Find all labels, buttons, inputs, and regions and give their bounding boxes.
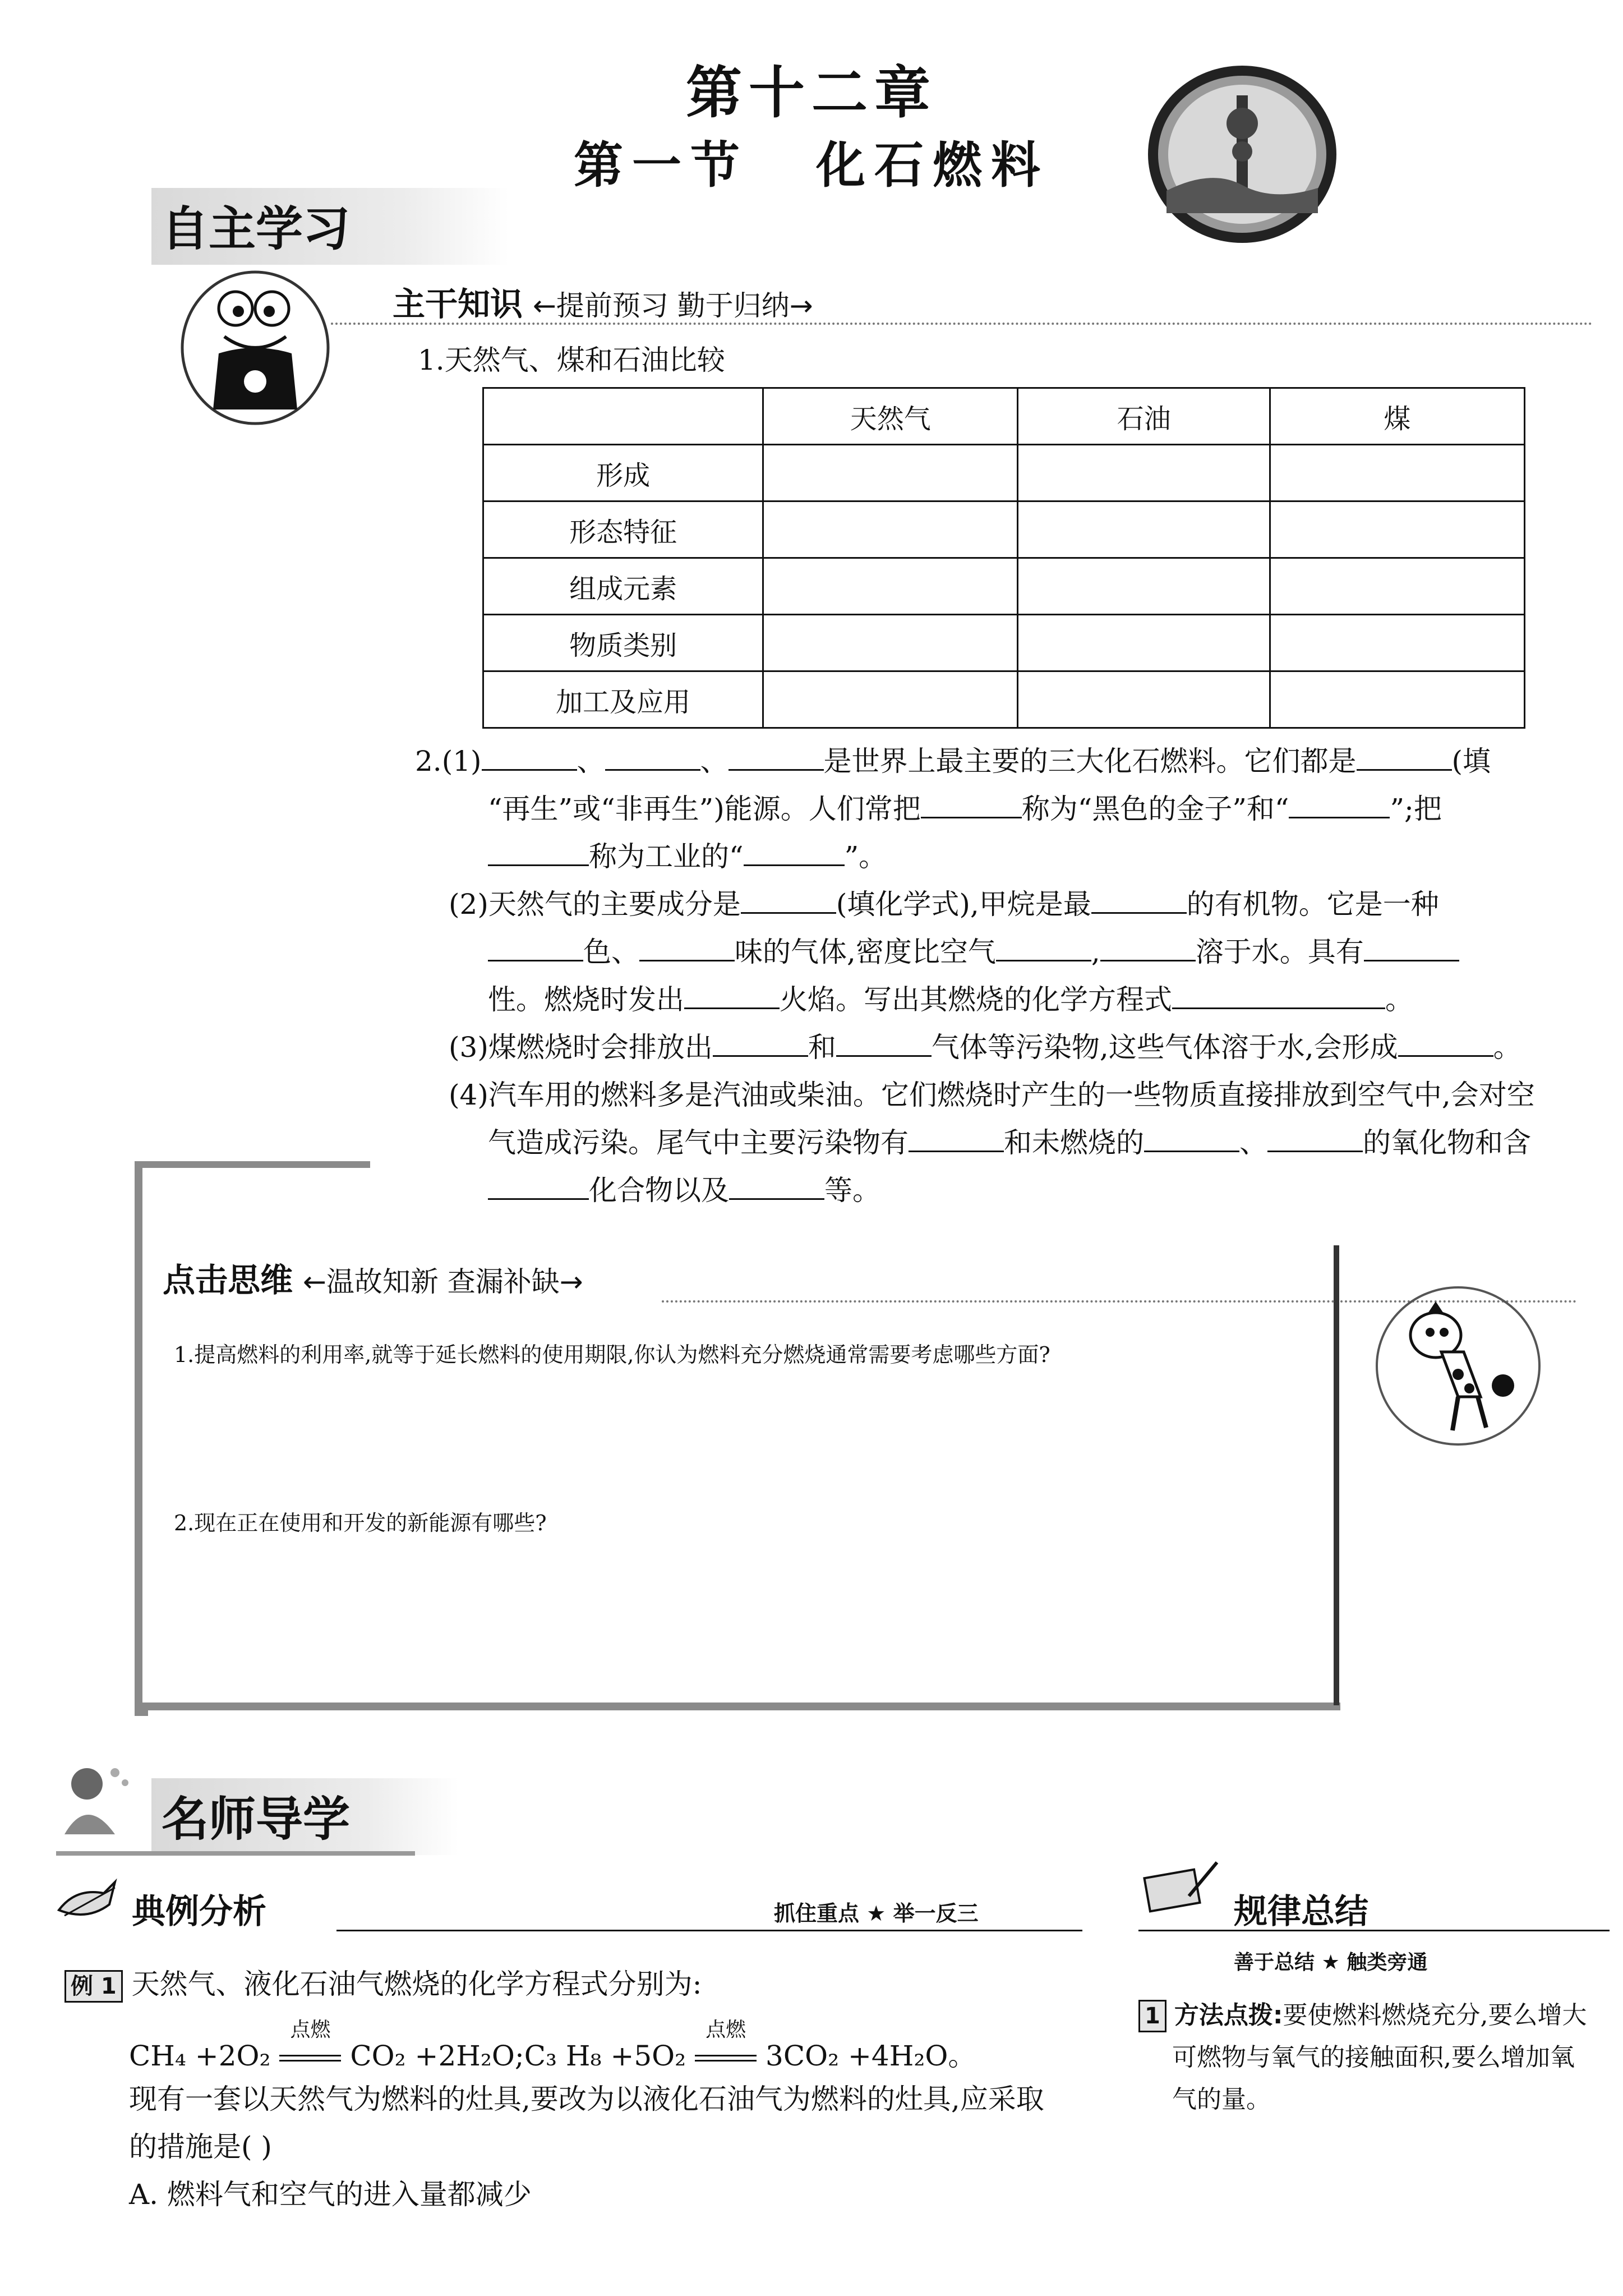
thinking-question-1: 1.提高燃料的利用率,就等于延长燃料的使用期限,你认为燃料充分燃烧通常需要考虑哪些方面? xyxy=(174,1342,1050,1367)
question-2-part-2-line-3: 性。燃烧时发出 火焰。写出其燃烧的化学方程式 。 xyxy=(488,983,1413,1016)
question-2-part-4-line-2: 气造成污染。尾气中主要污染物有 和未燃烧的 、 的氧化物和含 xyxy=(488,1126,1531,1159)
summary-tip-line-3: 气的量。 xyxy=(1172,2085,1271,2114)
answer-cell[interactable] xyxy=(1018,445,1270,501)
star-icon: ★ xyxy=(866,1901,886,1926)
fill-blank[interactable] xyxy=(1364,935,1459,961)
question-2-part-3: (3)煤燃烧时会排放出 和 气体等污染物,这些气体溶于水,会形成 。 xyxy=(449,1031,1521,1064)
summary-tip-line-2: 可燃物与氧气的接触面积,要么增加氧 xyxy=(1172,2043,1575,2072)
answer-cell[interactable] xyxy=(763,445,1018,501)
section-frame-right xyxy=(1334,1245,1339,1705)
fill-blank[interactable] xyxy=(741,887,836,914)
fill-blank[interactable] xyxy=(1289,792,1390,818)
answer-cell[interactable] xyxy=(1018,558,1270,615)
answer-cell[interactable] xyxy=(763,501,1018,558)
fill-blank[interactable] xyxy=(488,840,589,866)
fill-blank[interactable] xyxy=(482,744,577,771)
fill-blank[interactable] xyxy=(996,935,1091,961)
fill-blank[interactable] xyxy=(921,792,1022,818)
thinking-title: 点击思维 xyxy=(163,1261,293,1299)
answer-cell[interactable] xyxy=(1018,671,1270,728)
answer-cell[interactable] xyxy=(1018,615,1270,671)
star-icon: ★ xyxy=(1321,1951,1340,1974)
fill-blank[interactable] xyxy=(909,1126,1004,1152)
giraffe-mascot-icon xyxy=(1374,1285,1542,1447)
table-row xyxy=(483,671,1525,728)
reaction-arrow: 点燃 xyxy=(695,2040,757,2072)
table-row xyxy=(483,615,1525,671)
fill-blank[interactable] xyxy=(1100,935,1196,961)
tower-photo-emblem xyxy=(1144,62,1340,247)
fill-blank[interactable] xyxy=(713,1030,808,1057)
summary-title: 规律总结 xyxy=(1234,1892,1368,1931)
table-row xyxy=(483,445,1525,501)
summary-tip: 1 方法点拨:要使燃料燃烧充分,要么增大 xyxy=(1138,1994,1610,2036)
teacher-figure-icon xyxy=(53,1756,137,1840)
summary-number-badge: 1 xyxy=(1138,2000,1166,2032)
table-header-row xyxy=(483,388,1525,445)
section-frame-left xyxy=(135,1161,148,1716)
answer-cell[interactable] xyxy=(763,558,1018,615)
fill-blank[interactable] xyxy=(744,840,845,866)
table-header-cell: 石油 xyxy=(1018,388,1270,445)
example-tagline: 抓住重点 ★ 举一反三 xyxy=(774,1901,979,1926)
fill-blank[interactable] xyxy=(729,1174,824,1200)
fill-blank[interactable] xyxy=(639,935,735,961)
example-number-badge: 例 1 xyxy=(64,1970,123,2003)
answer-cell[interactable] xyxy=(1270,671,1524,728)
example-header-rule xyxy=(336,1930,1082,1931)
table-header-cell xyxy=(483,388,763,445)
answer-cell[interactable] xyxy=(1270,558,1524,615)
question-2-part-2-line-2: 色、 味的气体,密度比空气 , 溶于水。具有 xyxy=(488,928,1587,976)
summary-header-rule xyxy=(1138,1930,1610,1931)
main-knowledge-hint: ←提前预习 勤于归纳→ xyxy=(533,289,813,322)
fill-blank[interactable] xyxy=(1267,1126,1363,1152)
question-2-part-1-line-2: “再生”或“非再生”)能源。人们常把 称为“黑色的金子”和“ ”;把 xyxy=(488,793,1442,825)
fill-blank[interactable] xyxy=(488,935,583,961)
section-frame-bottom xyxy=(135,1703,1340,1710)
fill-blank[interactable] xyxy=(1091,887,1187,914)
thinking-question-2: 2.现在正在使用和开发的新能源有哪些? xyxy=(174,1511,547,1535)
main-knowledge-heading xyxy=(393,278,813,325)
fill-blank[interactable] xyxy=(836,1030,932,1057)
thinking-heading xyxy=(163,1254,583,1301)
fuel-comparison-table xyxy=(482,387,1525,729)
table-row xyxy=(483,558,1525,615)
answer-cell[interactable] xyxy=(1270,445,1524,501)
question-1-label: 1.天然气、煤和石油比较 xyxy=(418,344,725,376)
section-frame-top xyxy=(135,1161,370,1168)
question-2-part-4-line-3: 化合物以及 等。 xyxy=(488,1167,1587,1214)
table-row-label: 组成元素 xyxy=(483,558,763,615)
example-analysis-title: 典例分析 xyxy=(132,1892,266,1931)
table-row-label: 加工及应用 xyxy=(483,671,763,728)
teacher-guide-banner: 名师导学 xyxy=(151,1778,459,1855)
table-row-label: 物质类别 xyxy=(483,615,763,671)
fill-blank[interactable] xyxy=(684,983,780,1009)
notebook-pen-icon xyxy=(1138,1857,1223,1918)
fill-blank[interactable] xyxy=(1398,1030,1493,1057)
example-1-question-line-1: 现有一套以天然气为燃料的灶具,要改为以液化石油气为燃料的灶具,应采取 xyxy=(129,2083,1044,2115)
fill-blank[interactable] xyxy=(1144,1126,1239,1152)
banner-underline xyxy=(56,1851,415,1856)
self-study-banner: 自主学习 xyxy=(151,188,509,265)
section-title xyxy=(0,126,1623,197)
table-header-cell: 天然气 xyxy=(763,388,1018,445)
question-2-part-1: 2.(1) 、 、 是世界上最主要的三大化石燃料。它们都是 (填 xyxy=(415,745,1491,777)
question-2-part-2: (2)天然气的主要成分是 (填化学式),甲烷是最 的有机物。它是一种 xyxy=(449,888,1439,921)
answer-cell[interactable] xyxy=(763,671,1018,728)
table-row-label: 形态特征 xyxy=(483,501,763,558)
fill-blank[interactable] xyxy=(605,744,700,771)
answer-cell[interactable] xyxy=(1018,501,1270,558)
answer-cell[interactable] xyxy=(763,615,1018,671)
example-1-question-line-2: 的措施是( ) xyxy=(129,2131,272,2163)
answer-cell[interactable] xyxy=(1270,615,1524,671)
chapter-title: 第十二章 xyxy=(686,60,937,126)
answer-cell[interactable] xyxy=(1270,501,1524,558)
section-name: 化石燃料 xyxy=(816,136,1050,194)
table-row xyxy=(483,501,1525,558)
dotted-divider xyxy=(331,323,1593,325)
table-header-cell: 煤 xyxy=(1270,388,1524,445)
chemical-equations: CH₄ +2O₂ 点燃 CO₂ +2H₂O;C₃ H₈ +5O₂ 点燃 3CO₂ +4H₂O。 xyxy=(129,2018,976,2072)
example-1-intro: 例 1 天然气、液化石油气燃烧的化学方程式分别为: xyxy=(64,1961,1102,2008)
thinking-hint: ←温故知新 查漏补缺→ xyxy=(303,1266,583,1298)
section-number: 第一节 xyxy=(573,136,749,194)
question-2-part-4: (4)汽车用的燃料多是汽油或柴油。它们燃烧时产生的一些物质直接排放到空气中,会对空 xyxy=(449,1079,1535,1111)
table-row-label: 形成 xyxy=(483,445,763,501)
frog-mascot-icon xyxy=(179,269,331,426)
fill-blank[interactable] xyxy=(728,744,824,771)
reaction-arrow: 点燃 xyxy=(279,2040,341,2072)
dotted-divider xyxy=(662,1300,1335,1303)
main-knowledge-title: 主干知识 xyxy=(393,285,523,323)
scroll-quill-icon xyxy=(53,1876,126,1927)
question-2-part-1-line-3: 称为工业的“ ”。 xyxy=(488,833,1587,881)
example-1-option-a[interactable]: A. 燃料气和空气的进入量都减少 xyxy=(129,2178,532,2211)
fill-blank[interactable] xyxy=(1172,983,1385,1009)
summary-tagline: 善于总结 ★ 触类旁通 xyxy=(1234,1951,1428,1974)
fill-blank[interactable] xyxy=(1357,744,1452,771)
fill-blank[interactable] xyxy=(488,1174,589,1200)
